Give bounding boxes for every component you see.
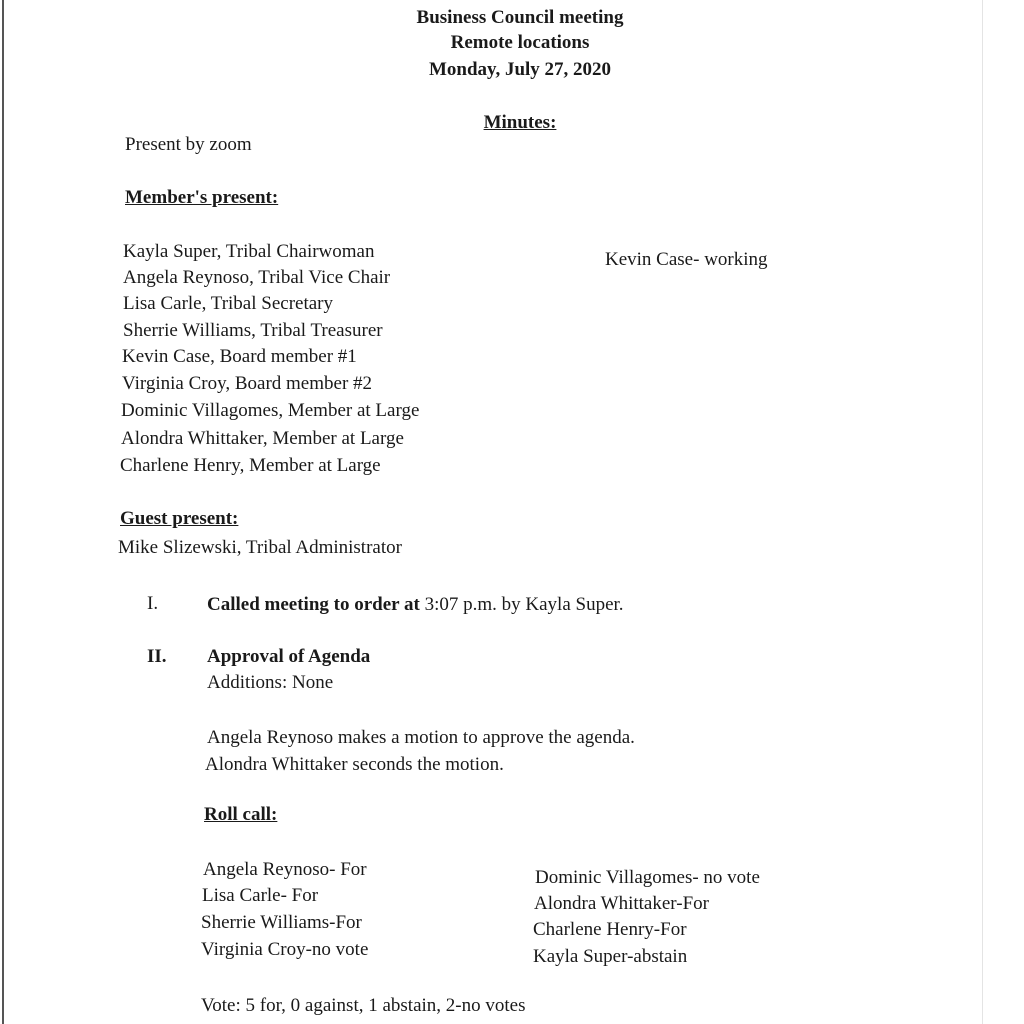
member-item: Virginia Croy, Board member #2 (122, 373, 373, 394)
member-item: Lisa Carle, Tribal Secretary (123, 293, 334, 314)
member-item: Sherrie Williams, Tribal Treasurer (123, 320, 383, 341)
header-date: Monday, July 27, 2020 (428, 59, 612, 80)
member-item: Dominic Villagomes, Member at Large (121, 400, 420, 421)
member-item: Angela Reynoso, Tribal Vice Chair (123, 267, 391, 288)
roll-call-entry: Charlene Henry-For (533, 919, 687, 940)
item-call-to-order (207, 594, 624, 616)
vote-summary: Vote: 5 for, 0 against, 1 abstain, 2-no votes (201, 995, 526, 1016)
item-numeral: II. (147, 646, 167, 667)
header-location: Remote locations (450, 32, 590, 53)
item-detail: 3:07 p.m. by Kayla Super. (419, 594, 624, 615)
item-title: Called meeting to order at (207, 594, 420, 615)
roll-call-entry: Kayla Super-abstain (533, 946, 688, 967)
guests-heading: Guest present: (120, 508, 239, 529)
member-item: Kevin Case, Board member #1 (122, 346, 357, 367)
roll-call-entry: Dominic Villagomes- no vote (535, 867, 760, 888)
present-by: Present by zoom (125, 134, 252, 155)
roll-call-entry: Alondra Whittaker-For (534, 893, 709, 914)
member-item: Charlene Henry, Member at Large (120, 455, 381, 476)
guest-item: Mike Slizewski, Tribal Administrator (118, 537, 402, 558)
member-note: Kevin Case- working (605, 249, 768, 270)
roll-call-entry: Sherrie Williams-For (201, 912, 362, 933)
scan-edge-left (2, 0, 4, 1024)
member-item: Kayla Super, Tribal Chairwoman (123, 241, 375, 262)
roll-call-entry: Lisa Carle- For (202, 885, 319, 906)
scan-fold-line (982, 0, 983, 1024)
roll-call-entry: Angela Reynoso- For (203, 859, 367, 880)
roll-call-entry: Virginia Croy-no vote (201, 939, 369, 960)
member-item: Alondra Whittaker, Member at Large (121, 428, 404, 449)
item-additions: Additions: None (207, 672, 334, 693)
item-numeral: I. (147, 593, 159, 614)
item-second: Alondra Whittaker seconds the motion. (205, 754, 504, 775)
header-meeting-name: Business Council meeting (416, 7, 624, 28)
members-heading: Member's present: (125, 187, 279, 208)
roll-call-heading: Roll call: (204, 804, 278, 825)
item-motion: Angela Reynoso makes a motion to approve the agenda. (207, 727, 635, 748)
minutes-title: Minutes: (483, 112, 557, 133)
item-title: Approval of Agenda (207, 646, 371, 667)
